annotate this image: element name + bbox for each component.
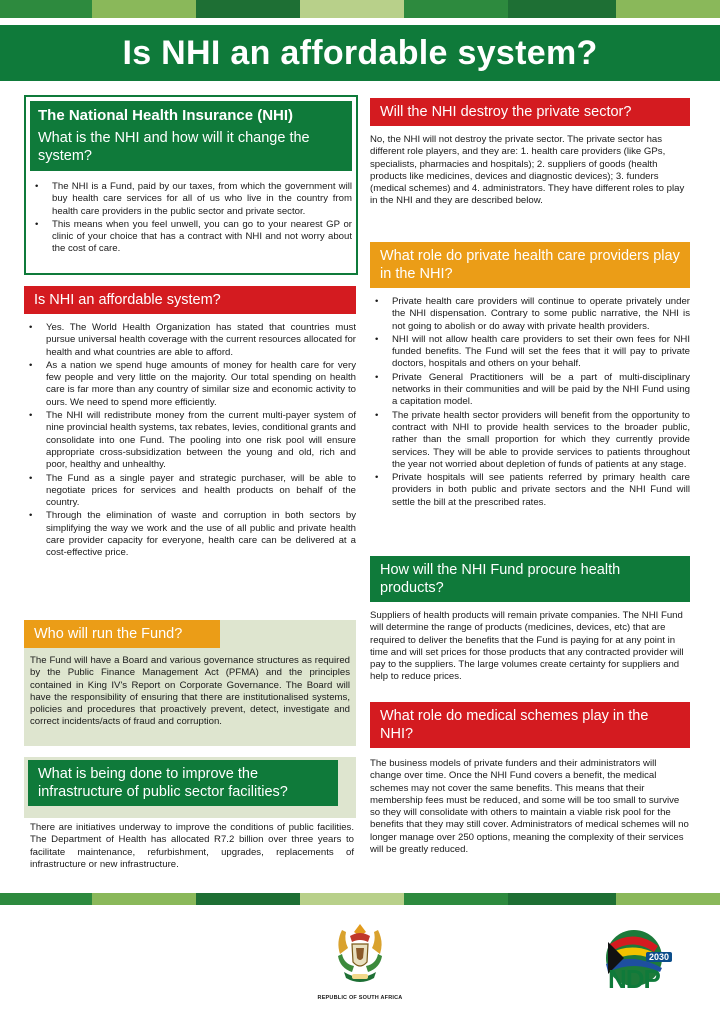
stripe-segment — [300, 893, 404, 905]
title-bar — [0, 25, 720, 81]
fund-section — [24, 620, 356, 746]
stripe-segment — [196, 893, 300, 905]
procure-section — [370, 556, 690, 684]
nhi-intro-header — [30, 101, 352, 171]
stripe-segment — [404, 893, 508, 905]
list-item: • Yes. The World Health Organization has stated that countries must pursue universal health coverage with the current resources allocated for health and what countries are able to afford. — [24, 322, 356, 359]
stripe-segment — [404, 0, 508, 18]
nhi-intro-list — [30, 181, 352, 256]
stripe-segment — [92, 0, 196, 18]
list-item: • The private health sector providers will benefit from the opportunity to contract with NHI to provide health services to the broader public, rather than the small proportion for which they currently provide services. They will be able to provide services to patients throughout the year not worried about depletion of funds of patients at any stage. — [370, 410, 690, 471]
coat-of-arms-logo — [312, 922, 408, 1006]
private-sector-section — [370, 98, 690, 208]
stripe-segment — [0, 0, 92, 18]
affordable-section — [24, 286, 356, 561]
schemes-heading: What role do medical schemes play in the NHI? — [370, 702, 690, 748]
stripe-segment — [300, 0, 404, 18]
affordable-heading: Is NHI an affordable system? — [24, 286, 356, 314]
list-item: • This means when you feel unwell, you can go to your nearest GP or clinic of your choice that has a contract with NHI and not worry about the cost of care. — [30, 219, 352, 256]
ndp-logo — [600, 928, 678, 994]
providers-heading: What role do private health care providers play in the NHI? — [370, 242, 690, 288]
procure-body: Suppliers of health products will remain private companies. The NHI Fund will determine the range of products (medicines, devices, etc) that are required to deliver the benefits that the Fund is paying for at any point in time and will set prices for those products that any contracted provider will pay to the suppliers. The large volumes create certainty for suppliers and help to reduce prices. — [370, 610, 684, 683]
list-item: • Through the elimination of waste and corruption in both sectors by simplifying the way we work and the use of all public and private health care provider capacity for everyone, health care can be delivered at a cost-effective price. — [24, 510, 356, 559]
list-item: • Private health care providers will continue to operate privately under the NHI dispensation. Contrary to some public narrative, the NHI is not going to abolish or do away with private health providers. — [370, 296, 690, 333]
list-item: • The NHI will redistribute money from the current multi-payer system of nine provincial health systems, tax rebates, levies, conditional grants and consolidate into one Fund. The pooling into one risk pool will ensure appropriate cross-subsidization between the young and old, rich and poor, healthy and unhealthy. — [24, 410, 356, 471]
coat-of-arms-caption: REPUBLIC OF SOUTH AFRICA — [317, 995, 403, 1001]
ndp-text: NDP — [608, 964, 660, 994]
providers-section — [370, 242, 690, 510]
private-sector-heading: Will the NHI destroy the private sector? — [370, 98, 690, 126]
schemes-section — [370, 702, 690, 856]
infrastructure-body: There are initiatives underway to improve the conditions of public facilities. The Department of Health has allocated R7.2 billion over three years to facilitate maintenance, refurbishment, upgrades, replacements of infrastructure or new infrastructure. — [24, 818, 356, 882]
list-item: • The NHI is a Fund, paid by our taxes, from which the government will buy health care services for all of us who live in the country from health care providers in the public sector and private sector. — [30, 181, 352, 218]
providers-list — [370, 296, 690, 509]
ndp-year: 2030 — [646, 952, 672, 962]
stripe-segment — [508, 893, 616, 905]
infrastructure-section — [24, 757, 356, 869]
list-item: • Private hospitals will see patients referred by primary health care providers in both public and private sectors and the NHI Fund will settle the bill at the prescribed rates. — [370, 472, 690, 509]
stripe-segment — [616, 893, 720, 905]
nhi-intro-heading: The National Health Insurance (NHI) — [38, 107, 294, 124]
nhi-intro-subheading: What is the NHI and how will it change the system? — [38, 130, 310, 164]
procure-heading: How will the NHI Fund procure health products? — [370, 556, 690, 602]
stripe-segment — [196, 0, 300, 18]
affordable-list — [24, 322, 356, 560]
fund-heading: Who will run the Fund? — [24, 620, 220, 648]
coat-of-arms-icon — [332, 922, 388, 986]
fund-body: The Fund will have a Board and various governance structures as required by the Public Finance Management Act (PFMA) and the principles contained in King IV's Report on Corporate Governance. The Board will have the responsibility of ensuring that there are institutionalised systems, policies and procedures that proactively prevent, detect, investigate and correct incidents/acts of fraud and corruption. — [30, 655, 350, 728]
stripe-segment — [616, 0, 720, 18]
list-item: • Private General Practitioners will be a part of multi-disciplinary networks in their communities and will be paid by the NHI Fund using a capitation model. — [370, 372, 690, 409]
top-color-stripe — [0, 0, 720, 18]
list-item: • As a nation we spend huge amounts of money for health care for very few people and very little on the majority. Our total spending on health care is far more than any country of similar size and economic activity to ours. We need to spend more efficiently. — [24, 360, 356, 409]
stripe-segment — [92, 893, 196, 905]
bottom-color-stripe — [0, 893, 720, 905]
page-title: Is NHI an affordable system? — [122, 33, 598, 72]
list-item: • The Fund as a single payer and strategic purchaser, will be able to negotiate prices for services and health products on behalf of the country. — [24, 473, 356, 510]
private-sector-body: No, the NHI will not destroy the private sector. The private sector has different role players, and they are: 1. health care providers (like GPs, specialists, pharmacies and hospitals); 2. suppliers of goods (health products like medicines, devices and diagnostic devices); 3. funders (medical schemes) and 4. administrators. They have different roles to play in the NHI and they are described below. — [370, 134, 685, 207]
infrastructure-heading: What is being done to improve the infrastructure of public sector facilities? — [28, 760, 338, 806]
list-item: • NHI will not allow health care providers to set their own fees for NHI funded benefits. The Fund will set the fees that it will pay to private doctors, hospitals and others on your behalf. — [370, 334, 690, 371]
schemes-body: The business models of private funders and their administrators will change over time. Once the NHI Fund covers a benefit, the medical schemes may not cover the same benefits. This means that their membership fees must be reduced, and some will be too small to survive so they will consolidate with others to maintain a viable risk pool for the benefits that they may still cover. Administrators of medical schemes will no longer manage over 250 options, meaning the complexity of their services will be greatly reduced. — [370, 758, 689, 856]
stripe-segment — [508, 0, 616, 18]
nhi-intro-box — [24, 95, 358, 275]
stripe-segment — [0, 893, 92, 905]
